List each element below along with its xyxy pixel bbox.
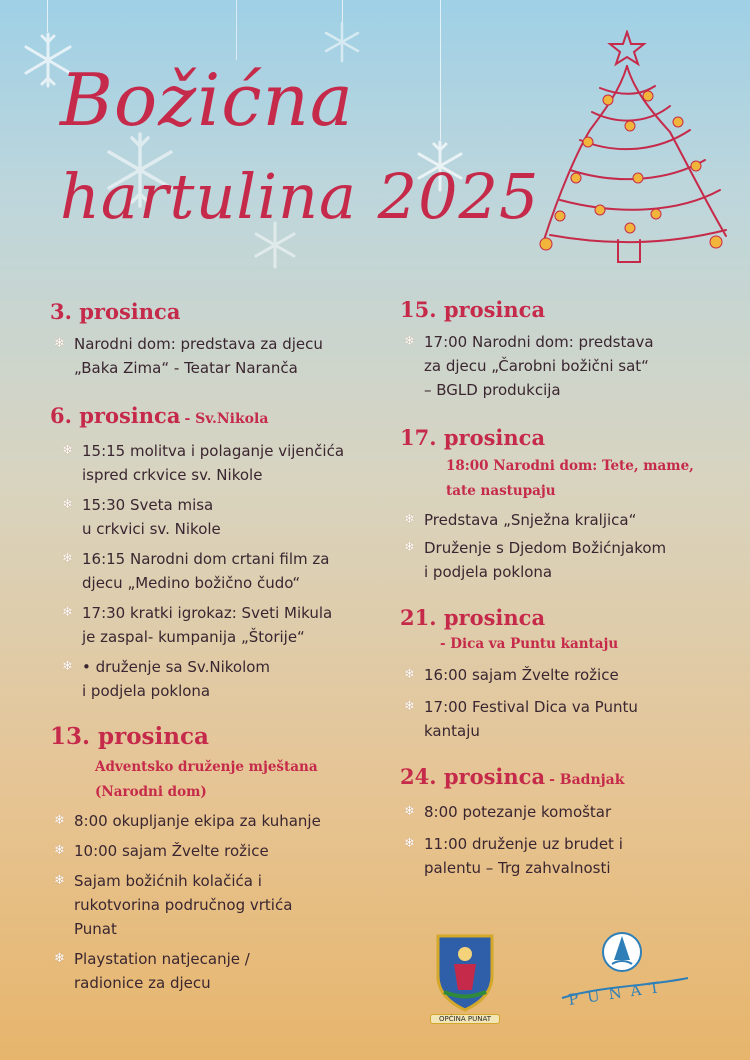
- shield-icon: [430, 932, 500, 1012]
- day-block: [50, 402, 390, 703]
- day-block: [400, 763, 740, 880]
- left-column: [50, 298, 390, 995]
- page-title-line2: hartulina 2025: [60, 160, 540, 233]
- list-item: ❄ Playstation natjecanje / radionice za djecu: [54, 950, 250, 992]
- snowflake-bullet-icon: ❄: [54, 873, 65, 888]
- day-block: [400, 424, 740, 584]
- snowflake-bullet-icon: ❄: [404, 512, 415, 527]
- christmas-tree-icon: [530, 30, 730, 270]
- day-heading: 13. prosinca: [50, 723, 209, 750]
- snowflake-bullet-icon: ❄: [404, 667, 415, 682]
- day-heading: 6. prosinca - Sv.Nikola: [50, 403, 269, 428]
- snowflake-bullet-icon: ❄: [62, 443, 73, 458]
- list-item: ❄ 15:15 molitva i polaganje vijenčića ispred crkvice sv. Nikole: [62, 442, 345, 484]
- list-item: ❄ 10:00 sajam Žvelte rožice: [54, 842, 269, 860]
- list-item: ❄ 17:00 Narodni dom: predstava za djecu „Čarobni božični sat“ – BGLD produkcija: [404, 333, 654, 399]
- list-item: ❄ 11:00 druženje uz brudet i palentu – Trg zahvalnosti: [404, 835, 623, 877]
- snowflake-bullet-icon: ❄: [404, 804, 415, 819]
- snowflake-bullet-icon: ❄: [54, 843, 65, 858]
- day-heading: 3. prosinca: [50, 299, 181, 324]
- list-item: ❄ 8:00 okupljanje ekipa za kuhanje: [54, 812, 321, 830]
- day-note: 18:00 Narodni dom: Tete, mame, tate nastupaju: [446, 458, 694, 499]
- day-subtitle: - Sv.Nikola: [184, 411, 269, 427]
- right-column: [400, 296, 740, 880]
- day-block: [400, 604, 740, 743]
- snowflake-bullet-icon: ❄: [54, 336, 65, 351]
- day-heading: 17. prosinca: [400, 425, 546, 450]
- day-heading: 21. prosinca: [400, 605, 546, 630]
- list-item: ❄ 16:15 Narodni dom crtani film za djecu „Medino božično čudo“: [62, 550, 330, 592]
- list-item: ❄ 17:00 Festival Dica va Puntu kantaju: [404, 698, 638, 740]
- brand-name: PUNAT: [567, 977, 670, 1009]
- day-block: [50, 298, 390, 380]
- list-item: ❄ 17:30 kratki igrokaz: Sveti Mikula je zaspal- kumpanija „Štorije“: [62, 604, 333, 646]
- day-note: Adventsko druženje mještana (Narodni dom): [95, 759, 318, 800]
- day-subtitle: - Badnjak: [549, 772, 625, 788]
- snowflake-bullet-icon: ❄: [62, 659, 73, 674]
- list-item: ❄ Sajam božićnih kolačića i rukotvorina područnog vrtića Punat: [54, 872, 293, 938]
- day-block: [400, 296, 740, 402]
- snowflake-bullet-icon: ❄: [62, 551, 73, 566]
- page-title-line1: Božićna: [60, 58, 354, 142]
- list-item: ❄ 8:00 potezanje komoštar: [404, 803, 612, 821]
- coat-caption: OPĆINA PUNAT: [430, 1014, 500, 1024]
- day-block: [50, 723, 390, 995]
- snowflake-bullet-icon: ❄: [404, 334, 415, 349]
- punat-brand-logo: [560, 930, 690, 1010]
- snowflake-bullet-icon: ❄: [404, 699, 415, 714]
- list-item: ❄ Predstava „Snježna kraljica“: [404, 511, 637, 529]
- day-heading: 24. prosinca - Badnjak: [400, 764, 625, 789]
- day-heading: 15. prosinca: [400, 297, 546, 322]
- punat-emblem-icon: [602, 930, 642, 974]
- list-item: ❄ 15:30 Sveta misa u crkvici sv. Nikole: [62, 496, 221, 538]
- list-item: ❄ Druženje s Djedom Božićnjakom i podjela poklona: [404, 539, 667, 581]
- snowflake-bullet-icon: ❄: [404, 540, 415, 555]
- snowflake-bullet-icon: ❄: [54, 951, 65, 966]
- snowflake-bullet-icon: ❄: [404, 836, 415, 851]
- day-note: - Dica va Puntu kantaju: [440, 636, 619, 652]
- snowflake-bullet-icon: ❄: [62, 605, 73, 620]
- snowflake-bullet-icon: ❄: [54, 813, 65, 828]
- list-item: ❄ • druženje sa Sv.Nikolom i podjela poklona: [62, 658, 271, 700]
- snowflake-bullet-icon: ❄: [62, 497, 73, 512]
- list-item: ❄ 16:00 sajam Žvelte rožice: [404, 666, 619, 684]
- coat-of-arms-logo: [430, 932, 500, 1028]
- list-item: ❄ Narodni dom: predstava za djecu „Baka Zima“ - Teatar Naranča: [54, 335, 323, 377]
